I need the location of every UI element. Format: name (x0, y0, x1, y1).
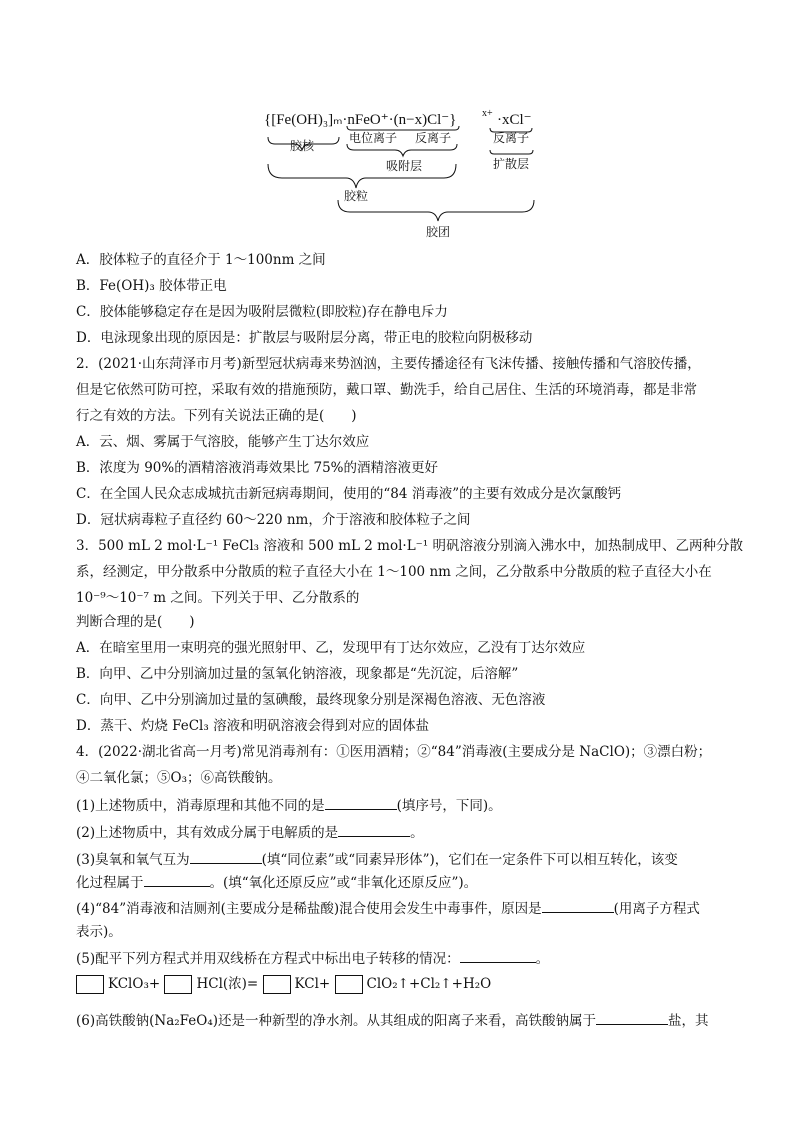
option-c-q3: C．向甲、乙中分别滴加过量的氢碘酸，最终现象分别是深褐色溶液、无色溶液 (76, 692, 546, 708)
option-c-q1: C．胶体能够稳定存在是因为吸附层微粒(即胶粒)存在静电斥力 (76, 304, 448, 320)
option-a-q1: A．胶体粒子的直径介于 1～100nm 之间 (76, 252, 326, 268)
q4-p1-text-end: (填序号，下同)。 (396, 798, 502, 814)
q4-p6-text-end: 盐，其 (668, 1013, 709, 1029)
q4-p3-text-2: 化过程属于 (76, 875, 144, 891)
q4-p3-text-end: 。(填“氧化还原反应”或“非氧化还原反应”)。 (209, 875, 478, 891)
answer-blank-7[interactable] (596, 1010, 668, 1025)
option-a-q2: A．云、烟、雾属于气溶胶，能够产生丁达尔效应 (76, 434, 370, 450)
label-core: 胶核 (290, 139, 315, 153)
question-2-stem-cont: 但是它依然可防可控，采取有效的措施预防，戴口罩、勤洗手，给自己居住、生活的环境消毒，都是非常 (76, 382, 697, 398)
label-particle: 胶粒 (344, 189, 369, 203)
q4-p3-text: (3)臭氧和氧气互为 (76, 852, 190, 868)
coefficient-box-2[interactable] (164, 975, 192, 994)
label-counter-ion-2: 反离子 (493, 131, 530, 145)
eq-term-4: ClO₂↑+Cl₂↑+H₂O (366, 976, 492, 992)
answer-blank-2[interactable] (338, 822, 410, 837)
micelle-charge: x+ (482, 108, 493, 119)
q4-p5-text: (5)配平下列方程式并用双线桥在方程式中标出电子转移的情况： (76, 951, 460, 967)
option-a-q3: A．在暗室里用一束明亮的强光照射甲、乙，发现甲有丁达尔效应，乙没有丁达尔效应 (76, 640, 586, 656)
q4-part-3-cont (76, 872, 736, 893)
q4-part-3 (76, 849, 736, 870)
question-2-stem-end: 行之有效的方法。下列有关说法正确的是( ) (76, 408, 357, 424)
q4-p2-text-end: 。 (410, 825, 424, 841)
eq-term-1: KClO₃+ (108, 976, 161, 992)
question-4-stem-cont: ④二氧化氯；⑤O₃；⑥高铁酸钠。 (76, 770, 282, 786)
balancing-equation (76, 974, 736, 994)
q4-part-2 (76, 822, 736, 843)
answer-blank-6[interactable] (460, 948, 536, 963)
question-2-stem: 2．(2021·山东菏泽市月考)新型冠状病毒来势汹汹，主要传播途径有飞沫传播、接触传播和气溶胶传播， (76, 356, 701, 372)
answer-blank-4[interactable] (144, 872, 210, 887)
question-3-stem-end: 判断合理的是( ) (76, 614, 195, 630)
option-c-q2: C．在全国人民众志成城抗击新冠病毒期间，使用的“84 消毒液”的主要有效成分是次氯酸钙 (76, 486, 622, 502)
q4-p2-text: (2)上述物质中，其有效成分属于电解质的是 (76, 825, 339, 841)
q4-part-6 (76, 1010, 736, 1031)
option-b-q3: B．向甲、乙中分别滴加过量的氢氧化钠溶液，现象都是“先沉淀，后溶解” (76, 666, 519, 682)
label-counter-ion: 反离子 (415, 131, 452, 145)
coefficient-box-1[interactable] (76, 975, 104, 994)
coefficient-box-3[interactable] (263, 975, 291, 994)
q4-part-4-cont: 表示)。 (76, 924, 122, 940)
coefficient-box-4[interactable] (335, 975, 363, 994)
label-micelle: 胶团 (426, 225, 451, 239)
q4-part-1 (76, 795, 736, 816)
answer-blank-3[interactable] (190, 849, 262, 864)
colloid-structure-diagram (250, 100, 550, 250)
q4-part-5 (76, 948, 736, 969)
q4-p1-text: (1)上述物质中，消毒原理和其他不同的是 (76, 798, 325, 814)
answer-blank-1[interactable] (325, 795, 397, 810)
label-adsorption: 吸附层 (386, 159, 423, 173)
q4-part-4 (76, 898, 736, 919)
micelle-tail: ·xCl⁻ (497, 112, 532, 128)
answer-blank-5[interactable] (542, 898, 614, 913)
question-3-stem-cont2: 10⁻⁹～10⁻⁷ m 之间。下列关于甲、乙分散系的 (76, 590, 360, 606)
option-d-q1: D．电泳现象出现的原因是：扩散层与吸附层分离，带正电的胶粒向阴极移动 (76, 330, 533, 346)
question-3-stem-cont: 系，经测定，甲分散系中分散质的粒子直径大小在 1～100 nm 之间，乙分散系中分散质的粒子直径大小在 (76, 564, 712, 580)
q4-p4-text-mid: (用离子方程式 (613, 901, 700, 917)
q4-p4-text: (4)“84”消毒液和洁厕剂(主要成分是稀盐酸)混合使用会发生中毒事件，原因是 (76, 901, 542, 917)
q4-p5-text-end: 。 (535, 951, 550, 967)
eq-term-2: HCl(浓)= (196, 976, 259, 992)
q4-p6-text: (6)高铁酸钠(Na₂FeO₄)还是一种新型的净水剂。从其组成的阳离子来看，高铁酸钠属于 (76, 1013, 597, 1029)
option-d-q2: D．冠状病毒粒子直径约 60～220 nm，介于溶液和胶体粒子之间 (76, 512, 471, 528)
eq-term-3: KCl+ (294, 976, 331, 992)
label-diffusion: 扩散层 (493, 157, 530, 171)
option-d-q3: D．蒸干、灼烧 FeCl₃ 溶液和明矾溶液会得到对应的固体盐 (76, 718, 430, 734)
q4-p3-text-mid: (填“同位素”或“同素异形体”)，它们在一定条件下可以相互转化，该变 (261, 852, 678, 868)
label-potential-ion: 电位离子 (349, 131, 398, 145)
question-4-stem: 4．(2022·湖北省高一月考)常见消毒剂有：①医用酒精；②“84”消毒液(主要成分是 NaClO)；③漂白粉； (76, 744, 712, 760)
question-3-stem: 3．500 mL 2 mol·L⁻¹ FeCl₃ 溶液和 500 mL 2 mol·L⁻¹ 明矾溶液分别滴入沸水中，加热制成甲、乙两种分散 (76, 538, 744, 554)
micelle-formula: {[Fe(OH)₃]ₘ·nFeO⁺·(n−x)Cl⁻} (264, 112, 457, 128)
option-b-q1: B．Fe(OH)₃ 胶体带正电 (76, 278, 227, 294)
option-b-q2: B．浓度为 90%的酒精溶液消毒效果比 75%的酒精溶液更好 (76, 460, 439, 476)
